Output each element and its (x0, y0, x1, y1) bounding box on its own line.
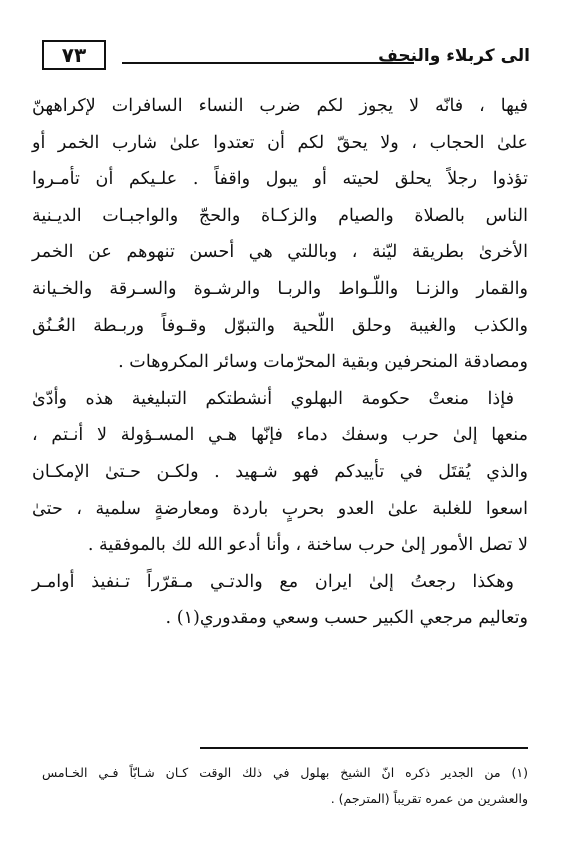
text-line: فيها ، فانّه لا يجوز لكم ضرب النساء السافرات لإكراههنّ (32, 96, 528, 116)
footnote-divider (200, 747, 528, 749)
text-line: والكذب والغيبة وحلق اللّحية والتبوّل وقـوفاً وربـطة العُـنُق (32, 315, 528, 336)
body-text (32, 88, 528, 637)
running-title: الى كربلاء والنجف (378, 46, 530, 66)
footnote-line: (١) من الجدير ذكره انّ الشيخ بهلول في ذلك الوقت كـان شـابّاً فـي الخـامس (42, 765, 528, 780)
text-line: اسعوا للغلبة علىٰ العدو بحربٍ باردة ومعارضةٍ سلمية ، حتىٰ (32, 498, 528, 519)
header-rule (122, 62, 414, 64)
page-number: ٧٣ (42, 40, 106, 70)
text-line: الأخرىٰ بطريقة ليّنة ، وباللتي هي أحسن تنهوهم عن الخمر (32, 242, 528, 263)
text-line: وتعاليم مرجعي الكبير حسب وسعي ومقدوري(١) . (165, 608, 528, 629)
footnotes (42, 760, 528, 812)
page-header (42, 40, 530, 74)
text-line: تؤذوا رجلاً يحلق لحيته أو يبول واقفاً . علـيكم أن تأمـروا (32, 169, 528, 190)
text-line: فإذا منعتْ حكومة البهلوي أنشطتكم التبليغية هذه وأدّىٰ (32, 388, 514, 409)
text-line: والذي يُقتَل في تأييدكم فهو شـهيد . ولكـن حـتىٰ الإمكـان (32, 461, 528, 482)
text-line: ومصادقة المنحرفين وبقية المحرّمات وسائر المكروهات . (118, 352, 528, 373)
text-line: منعها إلىٰ حرب وسفك دماء فإنّها هـي المسـؤولة لا أنـتم ، (32, 425, 528, 446)
text-line: والقمار والزنـا واللّـواط والربـا والرشـوة والسـرقة والخـيانة (32, 278, 528, 299)
text-line: علىٰ الحجاب ، ولا يحقّ لكم أن تعتدوا علىٰ شارب الخمر أو (32, 132, 528, 153)
text-line: الناس بالصلاة والصيام والزكـاة والحجّ والواجبـات الديـنية (32, 205, 528, 226)
text-line: وهكذا رجعتُ إلىٰ ايران مع والدتـي مـقرّراً تـنفيذ أوامـر (32, 571, 514, 592)
footnote-line: والعشرين من عمره تقريباً (المترجم) . (330, 791, 528, 806)
text-line: لا تصل الأمور إلىٰ حرب ساخنة ، وأنا أدعو الله لك بالموفقية . (87, 535, 528, 556)
